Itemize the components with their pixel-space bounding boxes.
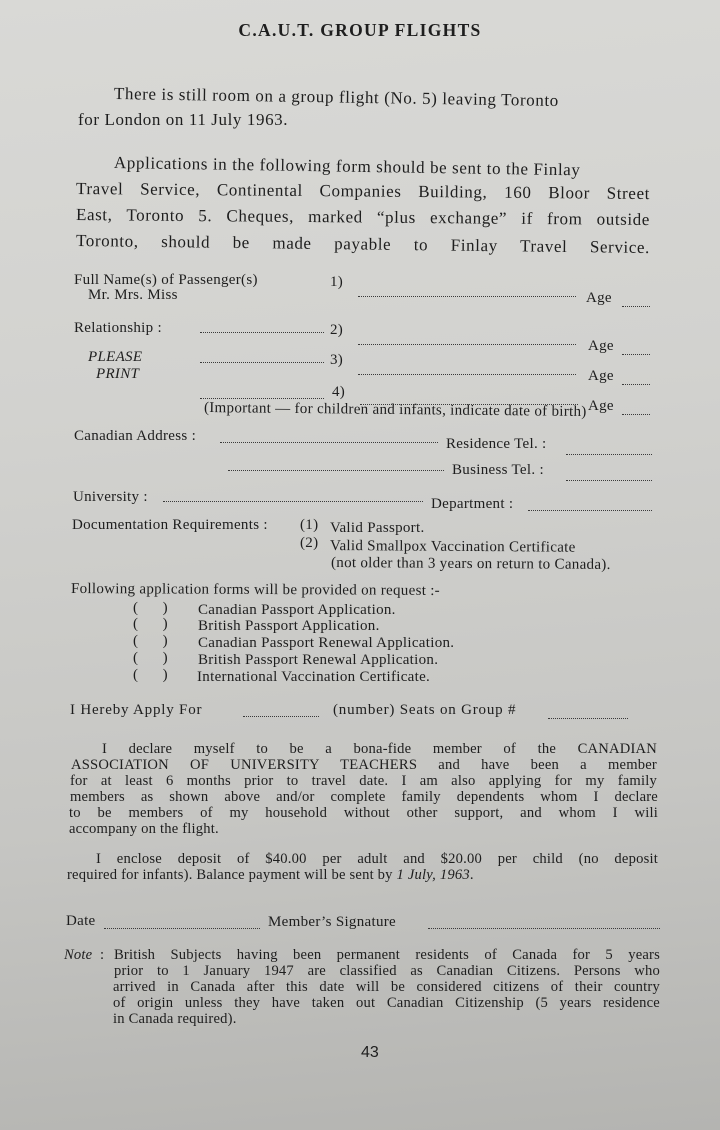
passenger-2-name-field[interactable] [358,334,576,345]
applications-line-4: Toronto, should be made payable to Finlay Travel Service. [75,231,651,258]
relationship-field-4[interactable] [200,388,324,399]
date-label: Date [66,913,96,929]
group-number-field[interactable] [548,708,628,719]
form-option-5-label: International Vaccination Certificate. [197,669,431,685]
declaration-line-6: accompany on the flight. [69,821,219,837]
passenger-1-number: 1) [330,274,344,290]
seats-number-field[interactable] [243,706,319,717]
declaration-line-1: I declare myself to be a bona-fide member of the CANADIAN [102,741,657,757]
passenger-2-age-label: Age [588,338,614,354]
intro-line-1: There is still room on a group flight (No. 5) leaving Toronto [113,84,560,110]
important-note: (Important — for children and infants, indicate date of birth) [203,400,587,421]
deposit-line-2-end: . [469,867,474,883]
date-field[interactable] [104,918,260,929]
passenger-3-name-field[interactable] [358,364,576,375]
deposit-line-2-text: required for infants). Balance payment will be sent by [67,867,397,883]
print-label: PRINT [96,366,140,382]
relationship-field-2[interactable] [200,322,324,333]
canadian-address-field-2[interactable] [228,460,444,471]
note-label: Note [64,947,93,963]
titles-label: Mr. Mrs. Miss [88,287,178,303]
documentation-note: (not older than 3 years on return to Canada). [330,555,611,573]
passenger-4-age-label: Age [588,398,614,414]
passenger-2-age-field[interactable] [622,344,650,355]
declaration-line-4: members as shown above and/or complete family dependents whom I declare [70,789,658,805]
documentation-2-number: (2) [300,535,319,551]
documentation-1-number: (1) [300,517,319,533]
documentation-2-text: Valid Smallpox Vaccination Certificate [329,538,576,556]
applications-line-2: Travel Service, Continental Companies Building, 160 Bloor Street [75,179,651,204]
relationship-field-3[interactable] [200,352,324,363]
forms-intro: Following application forms will be provided on request :- [70,581,441,599]
apply-middle: (number) Seats on Group # [333,702,517,718]
applications-line-1: Applications in the following form should be sent to the Finlay [113,153,581,180]
declaration-line-5: to be members of my household without other support, and whom I wili [69,805,658,821]
department-field[interactable] [528,500,652,511]
deposit-line-2 [67,867,474,883]
canadian-address-field-1[interactable] [220,432,438,443]
university-label: University : [73,489,148,505]
form-option-3-checkbox[interactable]: ( ) [133,633,168,649]
passenger-1-age-label: Age [586,290,612,306]
form-option-4-label: British Passport Renewal Application. [198,652,439,668]
passenger-2-number: 2) [330,322,344,338]
apply-prefix: I Hereby Apply For [70,702,203,718]
form-option-5-checkbox[interactable]: ( ) [133,667,168,683]
relationship-label: Relationship : [74,320,162,336]
residence-tel-label: Residence Tel. : [446,436,547,452]
applications-line-3: East, Toronto 5. Cheques, marked “plus exchange” if from outside [75,205,651,230]
signature-field[interactable] [428,918,660,929]
university-field[interactable] [163,491,423,502]
department-label: Department : [431,496,514,512]
balance-due-date: 1 July, 1963 [396,867,470,883]
passenger-1-age-field[interactable] [622,296,650,307]
page-title: C.A.U.T. GROUP FLIGHTS [238,20,482,40]
passenger-1-name-field[interactable] [358,286,576,297]
passenger-4-age-field[interactable] [622,404,650,415]
page-number: 43 [361,1044,379,1061]
form-option-1-checkbox[interactable]: ( ) [133,600,168,616]
form-option-1-label: Canadian Passport Application. [198,602,396,618]
business-tel-label: Business Tel. : [452,462,544,478]
note-line-3: arrived in Canada after this date will be considered citizens of their country [113,979,660,995]
canadian-address-label: Canadian Address : [74,428,197,444]
note-line-1: British Subjects having been permanent residents of Canada for 5 years [114,947,660,963]
form-option-2-checkbox[interactable]: ( ) [133,616,168,632]
form-option-3-label: Canadian Passport Renewal Application. [198,635,455,651]
declaration-line-3: for at least 6 months prior to travel date. I am also applying for my family [70,773,657,789]
residence-tel-field[interactable] [566,444,652,455]
passenger-3-age-label: Age [588,368,614,384]
deposit-line-1: I enclose deposit of $40.00 per adult and $20.00 per child (no deposit [96,851,658,867]
note-colon: : [100,947,105,963]
passenger-3-age-field[interactable] [622,374,650,385]
passenger-3-number: 3) [330,352,344,368]
note-line-2: prior to 1 January 1947 are classified as Canadian Citizens. Persons who [114,963,660,979]
business-tel-field[interactable] [566,470,652,481]
declaration-line-2: ASSOCIATION OF UNIVERSITY TEACHERS and have been a member [71,757,657,773]
intro-line-2: for London on 11 July 1963. [78,110,289,129]
documentation-label: Documentation Requirements : [72,517,268,533]
documentation-1-text: Valid Passport. [330,520,425,536]
signature-label: Member’s Signature [268,914,397,930]
note-line-4: of origin unless they have taken out Canadian Citizenship (5 years residence [113,995,660,1011]
full-name-label: Full Name(s) of Passenger(s) [74,272,258,288]
form-option-4-checkbox[interactable]: ( ) [133,650,168,666]
passenger-4-number: 4) [332,384,346,400]
note-line-5: in Canada required). [113,1011,237,1027]
form-option-2-label: British Passport Application. [198,618,380,634]
please-label: PLEASE [88,349,143,365]
